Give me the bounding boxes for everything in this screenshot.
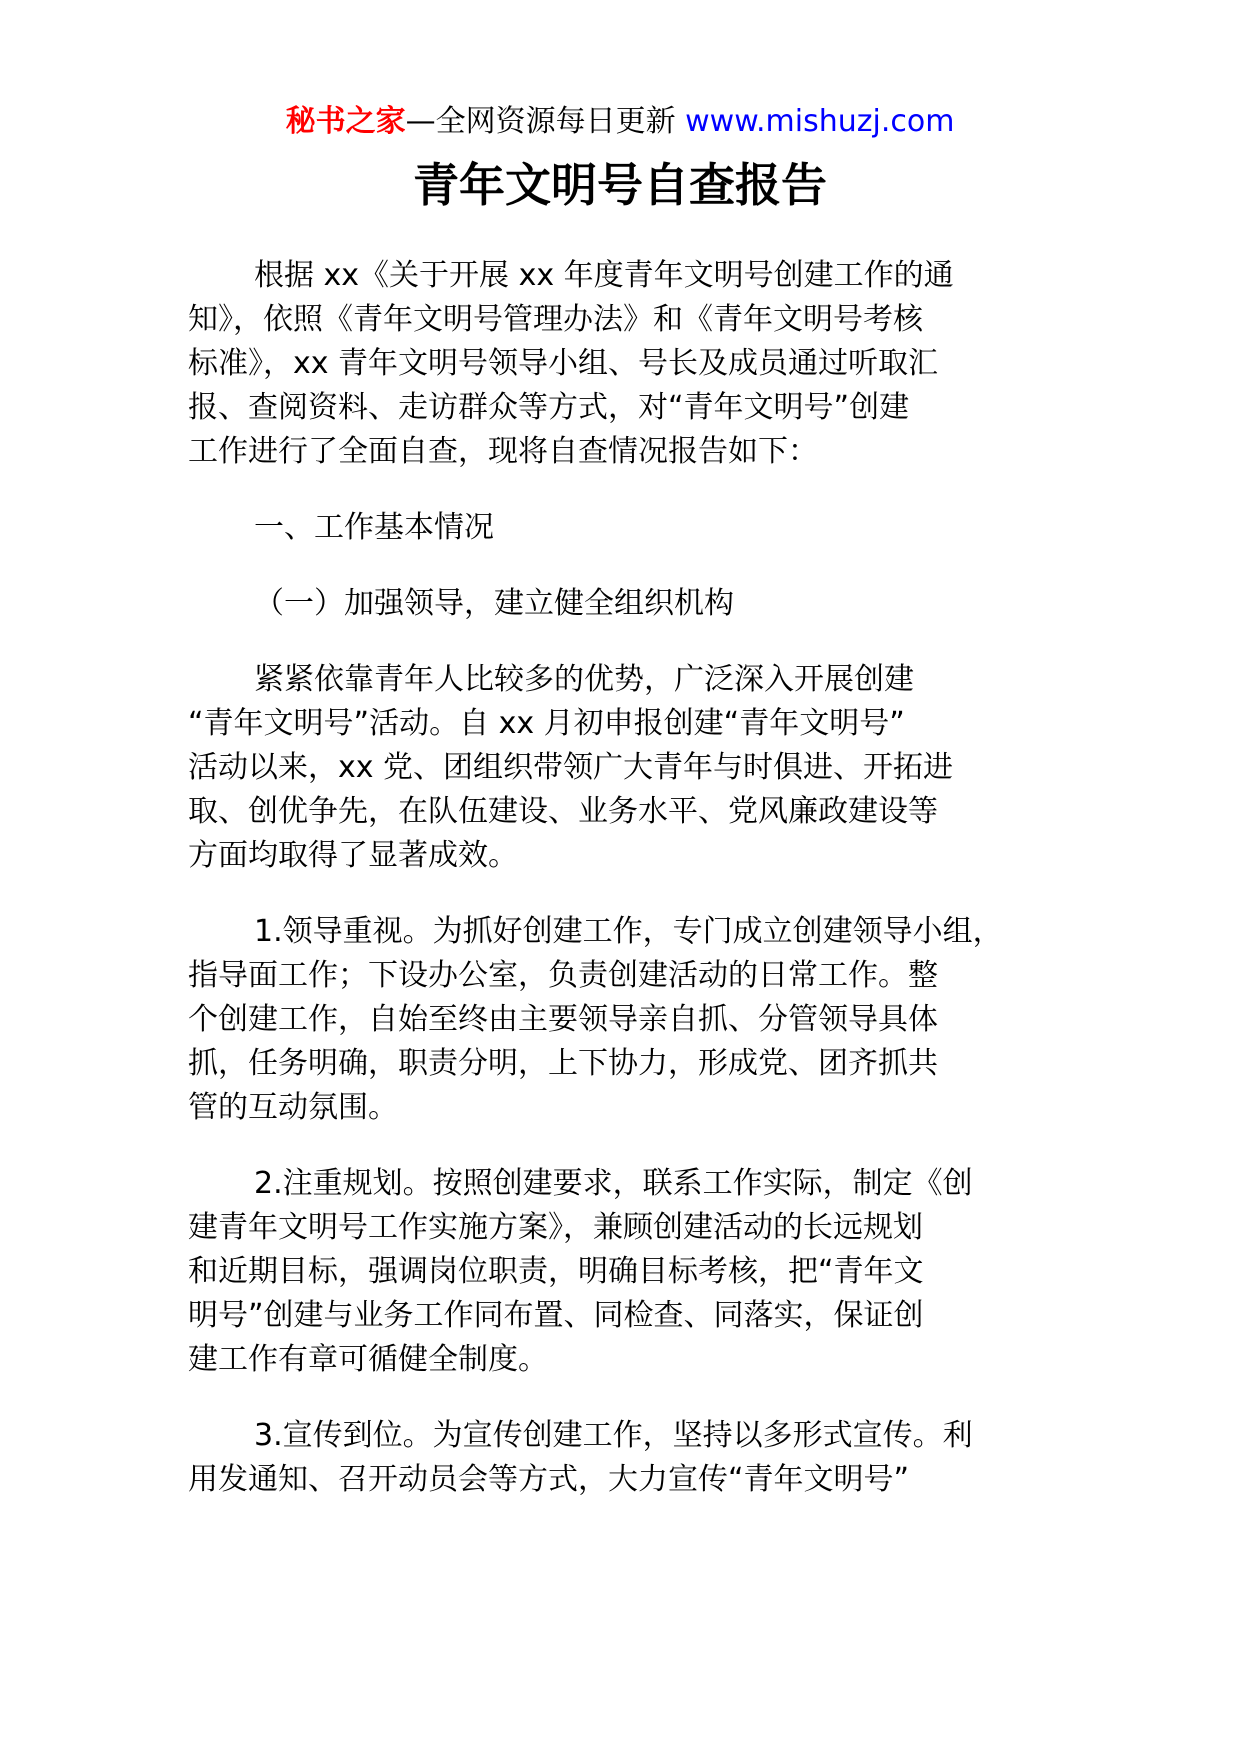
paragraph-line: 建青年文明号工作实施方案》，兼顾创建活动的长远规划 [188, 1210, 923, 1245]
paragraph-line: 明号”创建与业务工作同布置、同检查、同落实，保证创 [188, 1298, 924, 1333]
paragraph-line: “青年文明号”活动。自 xx 月初申报创建“青年文明号” [188, 706, 905, 741]
overview-paragraph [188, 658, 1088, 878]
paragraph-line: 工作进行了全面自查，现将自查情况报告如下： [188, 434, 818, 469]
paragraph-line: 2.注重规划。按照创建要求，联系工作实际，制定《创 [254, 1166, 973, 1201]
paragraph-line: 紧紧依靠青年人比较多的优势，广泛深入开展创建 [254, 662, 914, 697]
paragraph-line: 1.领导重视。为抓好创建工作，专门成立创建领导小组， [254, 914, 1003, 949]
intro-paragraph [188, 254, 1088, 474]
paragraph-line: 报、查阅资料、走访群众等方式，对“青年文明号”创建 [188, 390, 910, 425]
paragraph-line: 管的互动氛围。 [188, 1090, 398, 1125]
paragraph-line: 活动以来，xx 党、团组织带领广大青年与时俱进、开拓进 [188, 750, 954, 785]
paragraph-line: 用发通知、召开动员会等方式，大力宣传“青年文明号” [188, 1462, 910, 1497]
site-header [0, 102, 1240, 142]
paragraph-line: 方面均取得了显著成效。 [188, 838, 518, 873]
section-heading [188, 506, 1088, 550]
paragraph-line: 知》，依照《青年文明号管理办法》和《青年文明号考核 [188, 302, 923, 337]
subsection-heading-text: （一）加强领导，建立健全组织机构 [254, 586, 734, 621]
paragraph-line: 指导面工作；下设办公室，负责创建活动的日常工作。整 [188, 958, 938, 993]
paragraph-line: 标准》，xx 青年文明号领导小组、号长及成员通过听取汇 [188, 346, 939, 381]
paragraph-line: 抓，任务明确，职责分明，上下协力，形成党、团齐抓共 [188, 1046, 938, 1081]
site-tagline: —全网资源每日更新 [405, 104, 676, 139]
item2-paragraph [188, 1162, 1088, 1382]
paragraph-line: 3.宣传到位。为宣传创建工作，坚持以多形式宣传。利 [254, 1418, 973, 1453]
site-url-link[interactable]: www.mishuzj.com [685, 104, 955, 139]
paragraph-line: 根据 xx《关于开展 xx 年度青年文明号创建工作的通 [254, 258, 954, 293]
item1-paragraph [188, 910, 1088, 1130]
subsection-heading [188, 582, 1088, 626]
paragraph-line: 取、创优争先，在队伍建设、业务水平、党风廉政建设等 [188, 794, 938, 829]
section-heading-text: 一、工作基本情况 [254, 510, 494, 545]
paragraph-line: 建工作有章可循健全制度。 [188, 1342, 548, 1377]
site-brand: 秘书之家 [285, 104, 406, 139]
document-title: 青年文明号自查报告 [413, 158, 827, 212]
paragraph-line: 和近期目标，强调岗位职责，明确目标考核，把“青年文 [188, 1254, 924, 1289]
document-body [188, 254, 1088, 1502]
paragraph-line: 个创建工作，自始至终由主要领导亲自抓、分管领导具体 [188, 1002, 938, 1037]
item3-paragraph [188, 1414, 1088, 1502]
